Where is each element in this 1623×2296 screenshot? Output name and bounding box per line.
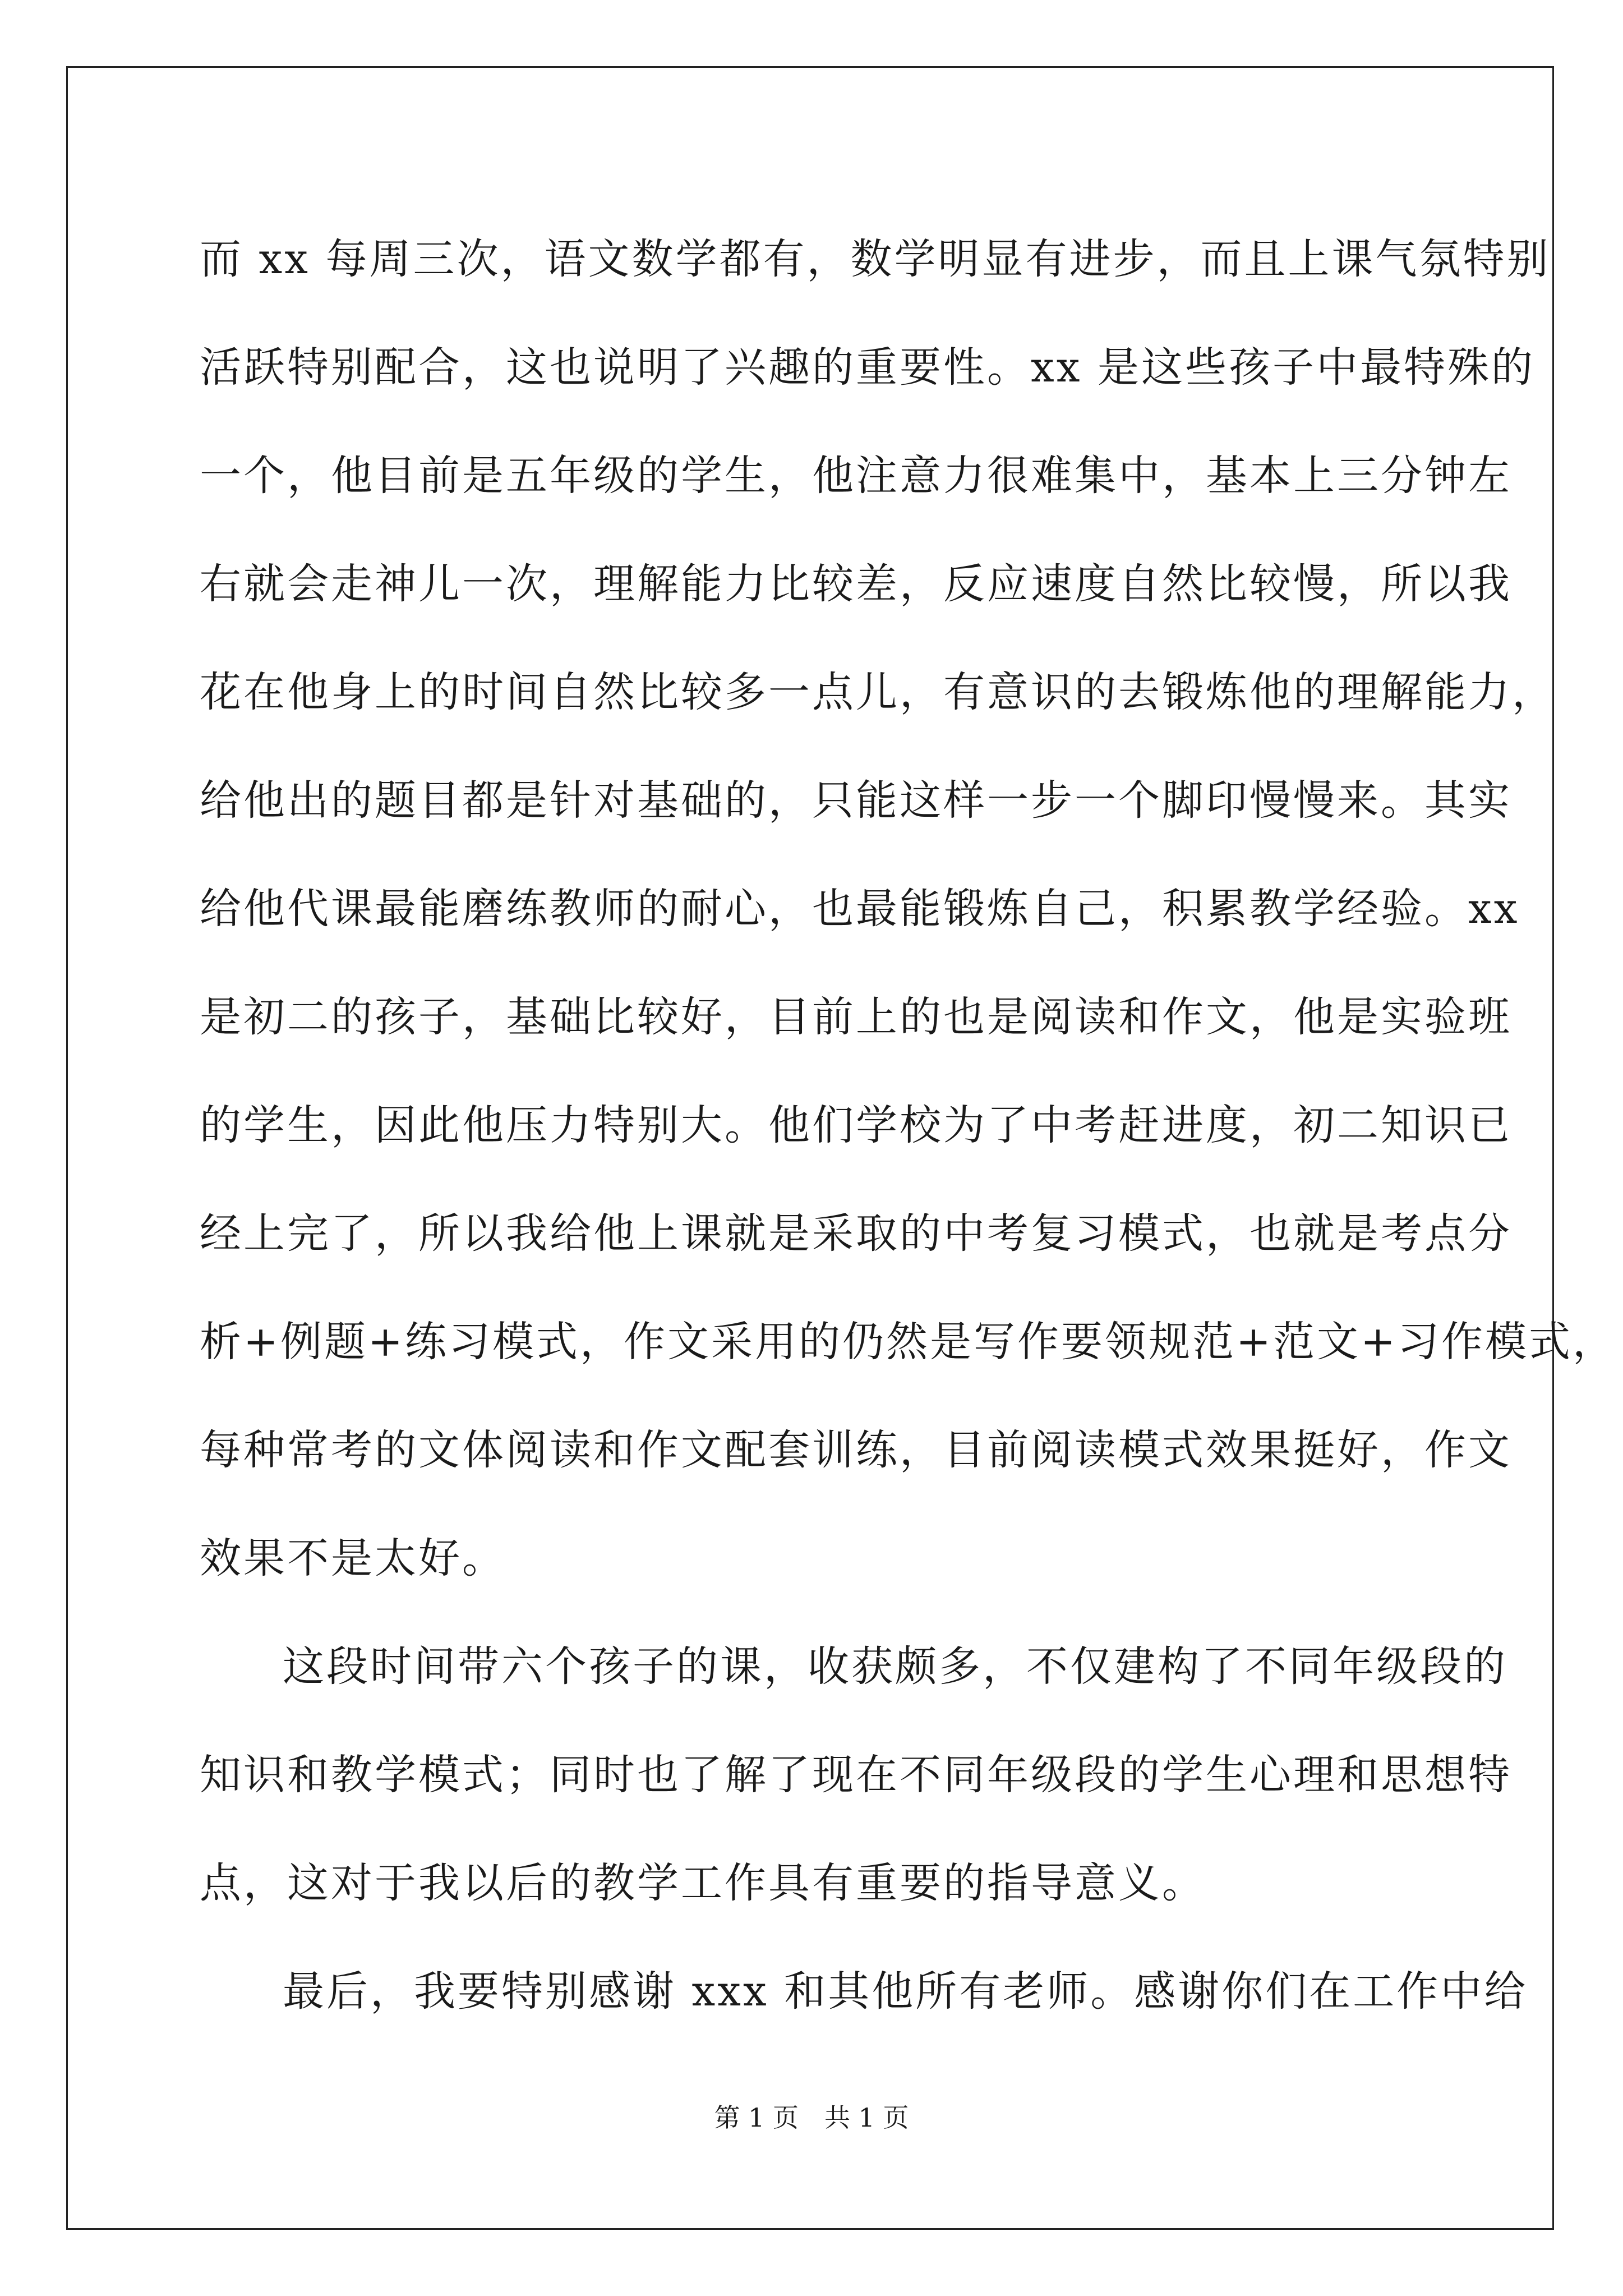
body-line-5: 花在他身上的时间自然比较多一点儿，有意识的去锻炼他的理解能力，: [200, 668, 1556, 716]
page-total: 共 1 页: [824, 2102, 909, 2133]
body-line-2: 活跃特别配合，这也说明了兴趣的重要性。xx 是这些孩子中最特殊的: [200, 343, 1535, 392]
body-line-11: 析+例题+练习模式，作文采用的仍然是写作要领规范+范文+习作模式，: [200, 1318, 1617, 1366]
page-number: 第 1 页: [714, 2102, 799, 2133]
body-line-14: 这段时间带六个孩子的课，收获颇多，不仅建构了不同年级段的: [283, 1642, 1507, 1691]
body-line-7: 给他代课最能磨练教师的耐心，也最能锻炼自己，积累教学经验。xx: [200, 885, 1520, 933]
body-line-4: 右就会走神儿一次，理解能力比较差，反应速度自然比较慢，所以我: [200, 560, 1512, 608]
body-line-13: 效果不是太好。: [200, 1534, 506, 1582]
body-line-8: 是初二的孩子，基础比较好，目前上的也是阅读和作文，他是实验班: [200, 993, 1512, 1041]
body-line-12: 每种常考的文体阅读和作文配套训练，目前阅读模式效果挺好，作文: [200, 1426, 1512, 1474]
document-body: [200, 205, 1617, 2046]
body-line-1: 而 xx 每周三次，语文数学都有，数学明显有进步，而且上课气氛特别: [200, 235, 1551, 283]
body-line-6: 给他出的题目都是针对基础的，只能这样一步一个脚印慢慢来。其实: [200, 776, 1512, 825]
body-line-10: 经上完了，所以我给他上课就是采取的中考复习模式，也就是考点分: [200, 1209, 1512, 1258]
body-line-17: 最后，我要特别感谢 xxx 和其他所有老师。感谢你们在工作中给: [283, 1967, 1528, 2016]
page-footer: [0, 2101, 1623, 2134]
body-line-16: 点，这对于我以后的教学工作具有重要的指导意义。: [200, 1859, 1206, 1907]
body-line-15: 知识和教学模式；同时也了解了现在不同年级段的学生心理和思想特: [200, 1751, 1512, 1799]
body-line-3: 一个，他目前是五年级的学生，他注意力很难集中，基本上三分钟左: [200, 452, 1512, 500]
body-line-9: 的学生，因此他压力特别大。他们学校为了中考赶进度，初二知识已: [200, 1101, 1512, 1149]
